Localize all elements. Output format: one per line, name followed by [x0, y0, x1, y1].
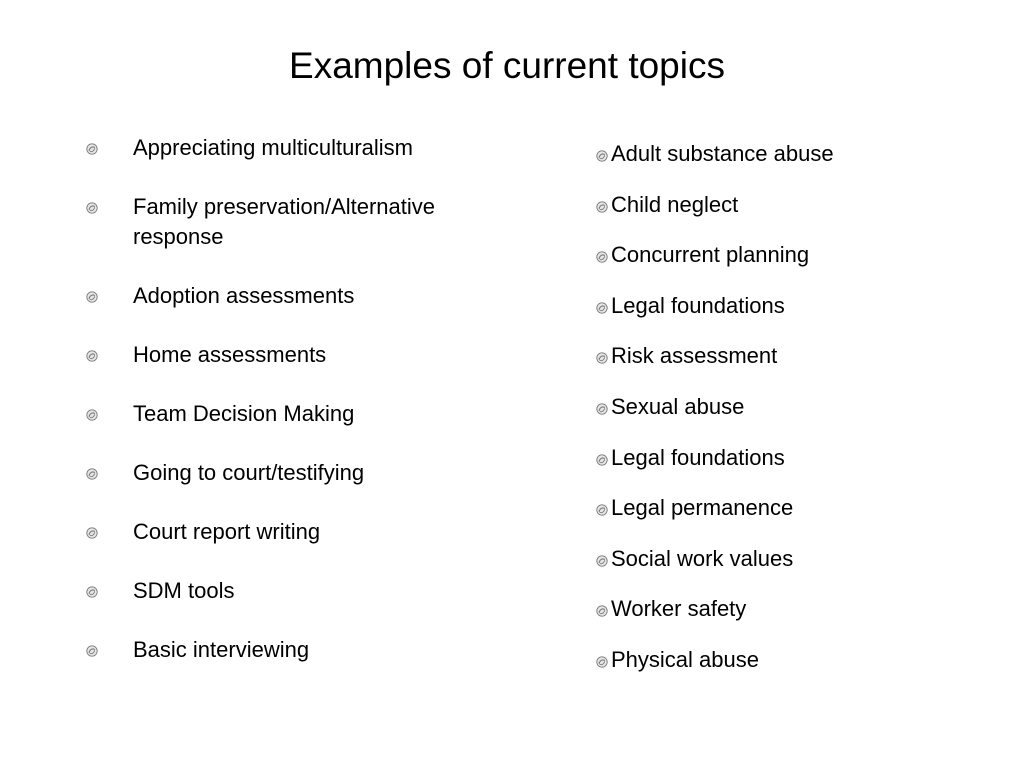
list-item-label: Going to court/testifying	[133, 460, 365, 485]
swirl-bullet-icon	[596, 352, 608, 364]
list-item	[86, 635, 486, 665]
list-item	[86, 458, 486, 488]
swirl-bullet-icon	[86, 409, 98, 421]
swirl-bullet-icon	[86, 468, 98, 480]
list-item-label: Sexual abuse	[611, 393, 745, 419]
swirl-bullet-icon	[596, 656, 608, 668]
swirl-bullet-icon	[596, 605, 608, 617]
swirl-bullet-icon	[86, 350, 98, 362]
list-item	[86, 576, 486, 606]
list-item-label: Appreciating multiculturalism	[133, 135, 413, 160]
list-item	[594, 291, 994, 321]
swirl-bullet-icon	[596, 454, 608, 466]
swirl-bullet-icon	[86, 291, 98, 303]
list-item	[86, 399, 486, 429]
list-item	[594, 443, 994, 473]
list-item-label: Court report writing	[133, 519, 321, 544]
list-item-label: Physical abuse	[611, 646, 759, 672]
swirl-bullet-icon	[596, 403, 608, 415]
list-item-label: Social work values	[611, 545, 794, 571]
swirl-bullet-icon	[86, 645, 98, 657]
list-item	[594, 645, 994, 675]
list-item	[594, 240, 994, 270]
list-item-label: Adoption assessments	[133, 283, 355, 308]
list-item-label: Home assessments	[133, 342, 327, 367]
swirl-bullet-icon	[596, 150, 608, 162]
list-item-label: Worker safety	[611, 596, 747, 622]
swirl-bullet-icon	[596, 302, 608, 314]
swirl-bullet-icon	[86, 527, 98, 539]
list-item	[594, 139, 994, 169]
list-item-label: Team Decision Making	[133, 401, 355, 426]
list-item	[594, 392, 994, 422]
list-item	[86, 281, 486, 311]
list-item-label: Risk assessment	[611, 343, 778, 369]
list-item	[594, 341, 994, 371]
list-item	[594, 544, 994, 574]
swirl-bullet-icon	[596, 251, 608, 263]
list-item-label: Legal foundations	[611, 444, 785, 470]
list-item	[86, 340, 486, 370]
list-item	[86, 192, 486, 252]
list-item	[594, 594, 994, 624]
swirl-bullet-icon	[86, 586, 98, 598]
list-item	[594, 190, 994, 220]
list-item-label: Family preservation/Alternative response	[133, 194, 436, 249]
list-item	[594, 493, 994, 523]
left-topic-list	[86, 133, 486, 694]
swirl-bullet-icon	[86, 202, 98, 214]
swirl-bullet-icon	[596, 504, 608, 516]
list-item-label: SDM tools	[133, 578, 235, 603]
swirl-bullet-icon	[596, 201, 608, 213]
list-item-label: Legal foundations	[611, 292, 785, 318]
list-item	[86, 133, 486, 163]
list-item-label: Basic interviewing	[133, 637, 310, 662]
list-item-label: Adult substance abuse	[611, 141, 834, 166]
list-item-label: Concurrent planning	[611, 242, 810, 268]
swirl-bullet-icon	[596, 555, 608, 567]
list-item-label: Legal permanence	[611, 495, 794, 521]
slide-title: Examples of current topics	[289, 45, 725, 86]
right-topic-list	[594, 139, 994, 696]
swirl-bullet-icon	[86, 143, 98, 155]
list-item	[86, 517, 486, 547]
list-item-label: Child neglect	[611, 191, 739, 217]
